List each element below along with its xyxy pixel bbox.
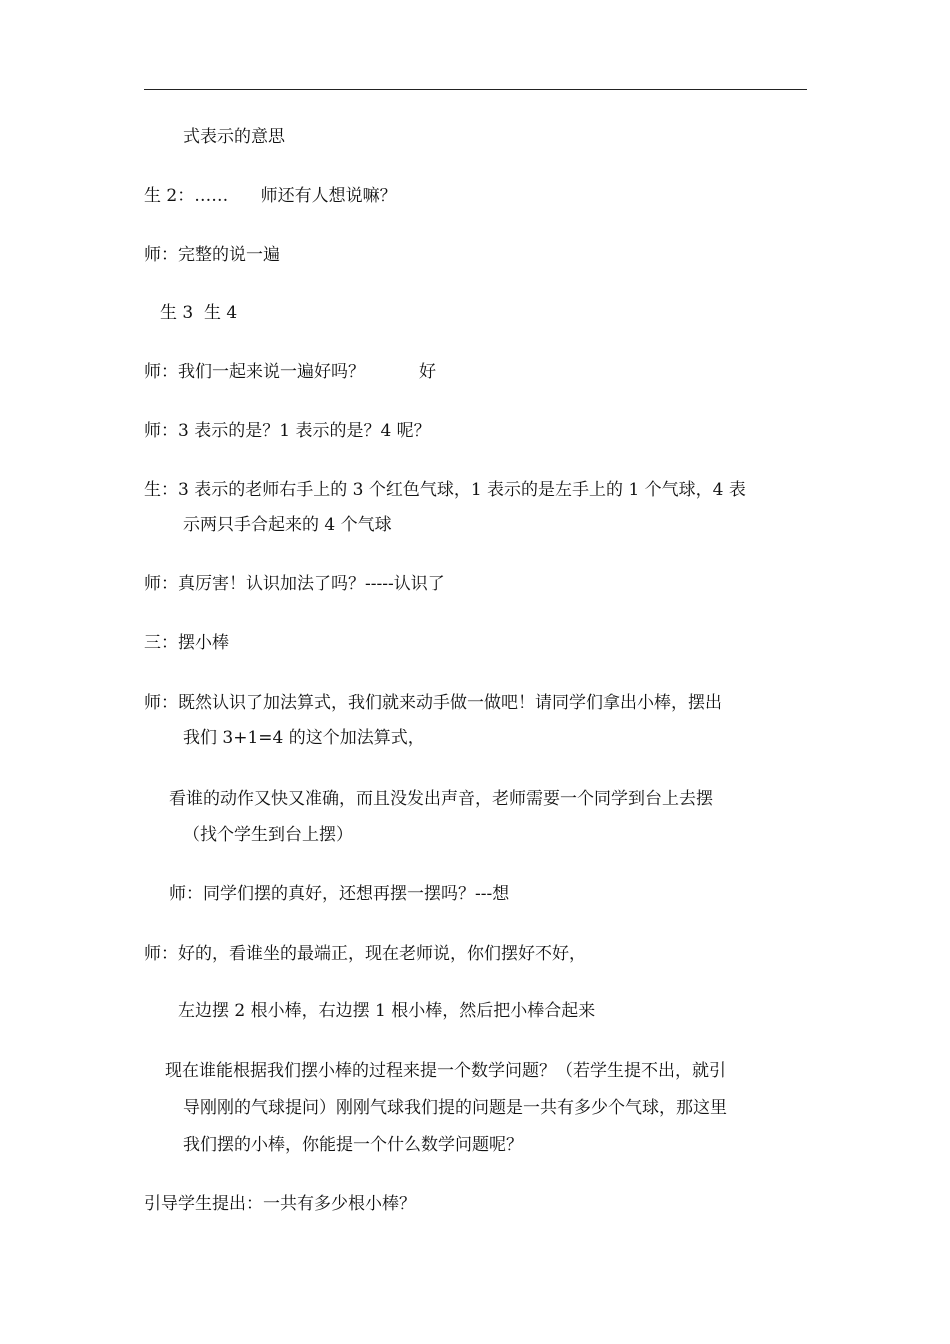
text-line: 师：3 表示的是？1 表示的是？4 呢？ [144,421,431,441]
text-line: 示两只手合起来的 4 个气球 [183,515,392,535]
text-line: 生 3 生 4 [160,303,238,323]
text-line: 我们摆的小棒，你能提一个什么数学问题呢？ [183,1135,523,1155]
text-line: 看谁的动作又快又准确，而且没发出声音，老师需要一个同学到台上去摆 [169,789,713,809]
text-line: 师：真厉害！认识加法了吗？-----认识了 [144,574,445,594]
text-line: 式表示的意思 [183,127,285,147]
header-rule [144,89,807,90]
text-line: 师：完整的说一遍 [144,245,280,265]
text-line: 左边摆 2 根小棒，右边摆 1 根小棒，然后把小棒合起来 [178,1001,596,1021]
text-line: 师：同学们摆的真好，还想再摆一摆吗？---想 [169,884,510,904]
text-line: 生：3 表示的老师右手上的 3 个红色气球，1 表示的是左手上的 1 个气球，4 表 [144,480,746,500]
text-line: 我们 3+1=4 的这个加法算式， [183,728,425,748]
text-line: 引导学生提出：一共有多少根小棒？ [144,1194,416,1214]
section-heading: 三：摆小棒 [144,633,229,653]
text-line: 师：既然认识了加法算式，我们就来动手做一做吧！请同学们拿出小棒，摆出 [144,693,722,713]
text-line: 师：好的，看谁坐的最端正，现在老师说，你们摆好不好， [144,944,586,964]
text-line: （找个学生到台上摆） [183,825,353,845]
text-line: 现在谁能根据我们摆小棒的过程来提一个数学问题？（若学生提不出，就引 [165,1061,726,1081]
text-line: 导刚刚的气球提问）刚刚气球我们提的问题是一共有多少个气球，那这里 [183,1098,727,1118]
text-line: 师：我们一起来说一遍好吗？ 好 [144,362,437,382]
text-line: 生 2：…… 师还有人想说嘛？ [144,186,397,206]
